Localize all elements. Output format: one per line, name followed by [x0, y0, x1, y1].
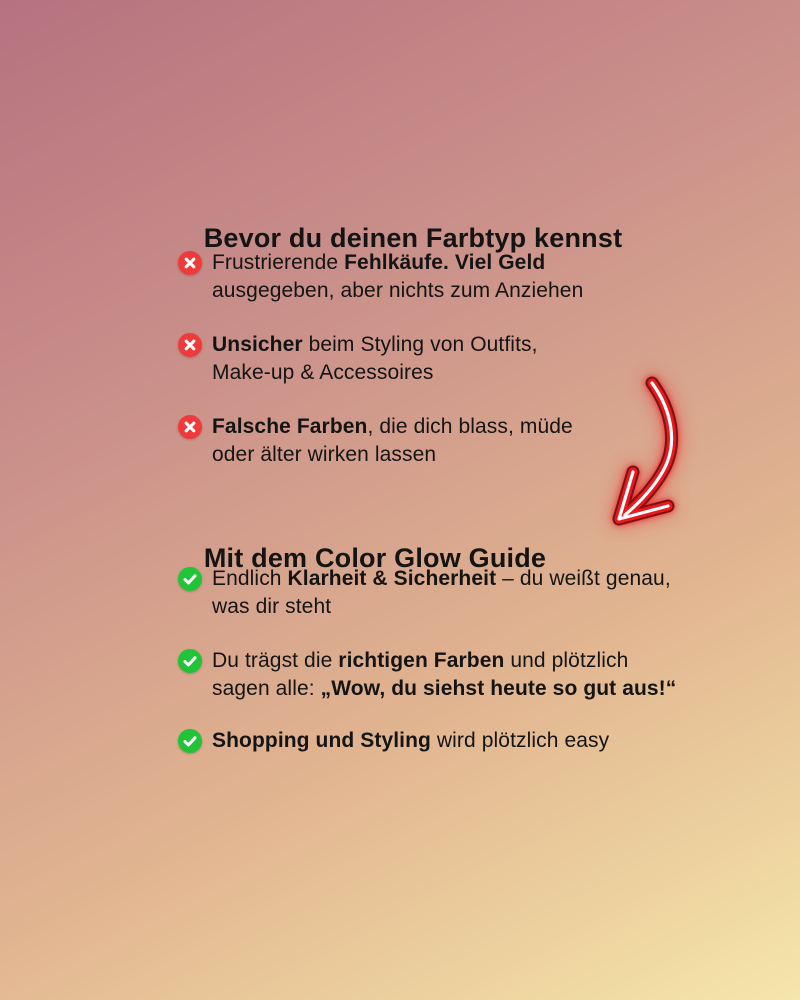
x-circle-icon [178, 251, 202, 275]
pain-point-item [178, 249, 712, 305]
benefit-item [178, 647, 712, 703]
benefit-item [178, 565, 712, 621]
pain-point-text: Unsicher beim Styling von Outfits, Make-up & Accessoires [212, 333, 538, 384]
pain-point-text: Frustrierende Fehlkäufe. Viel Geld ausgegeben, aber nichts zum Anziehen [212, 251, 584, 302]
benefit-text: Du trägst die richtigen Farben und plötzlich sagen alle: „Wow, du siehst heute so gut aus!“ [212, 649, 677, 700]
before-heading: Bevor du deinen Farbtyp kennst [203, 223, 623, 254]
neon-curved-arrow-down-left-icon [598, 372, 718, 537]
x-circle-icon [178, 333, 202, 357]
benefit-text: Endlich Klarheit & Sicherheit – du weißt genau, was dir steht [212, 567, 671, 618]
check-circle-icon [178, 729, 202, 753]
check-circle-icon [178, 567, 202, 591]
pain-point-text: Falsche Farben, die dich blass, müde oder älter wirken lassen [212, 415, 573, 466]
after-heading: Mit dem Color Glow Guide [203, 543, 547, 574]
benefit-text: Shopping und Styling wird plötzlich easy [212, 729, 610, 752]
x-circle-icon [178, 415, 202, 439]
benefit-item [178, 727, 712, 755]
check-circle-icon [178, 649, 202, 673]
